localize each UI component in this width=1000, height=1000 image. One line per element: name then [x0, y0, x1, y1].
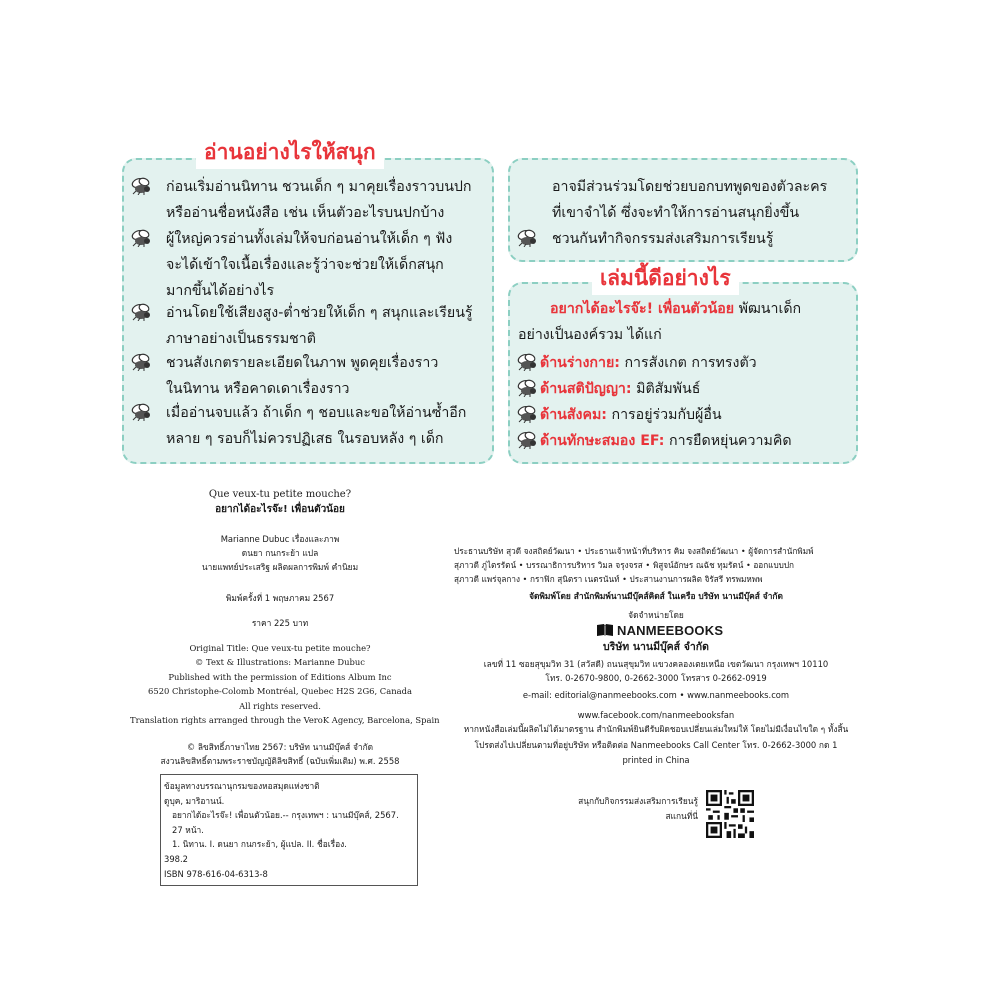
tip-line: ชวนกันทำกิจกรรมส่งเสริมการเรียนรู้	[552, 231, 774, 247]
benefit-item	[540, 350, 757, 376]
fly-icon	[516, 353, 538, 371]
tip-1	[166, 174, 472, 226]
title-french: Que veux-tu petite mouche?	[208, 489, 352, 500]
qr-caption-line: สแกนที่นี่	[665, 811, 698, 821]
tip-5-continued	[552, 174, 827, 226]
catalog-line: 398.2	[164, 853, 188, 864]
title-thai: อยากได้อะไรจ๊ะ! เพื่อนตัวน้อย	[215, 504, 345, 515]
printed-by: จัดพิมพ์โดย สำนักพิมพ์นานมีบุ๊คส์คิดส์ ในเครือ บริษัท นานมีบุ๊คส์ จำกัด	[529, 591, 783, 601]
tip-line: ชวนสังเกตรายละเอียดในภาพ พูดคุยเรื่องราว	[166, 355, 439, 371]
tip-line: ก่อนเริ่มอ่านนิทาน ชวนเด็ก ๆ มาคุยเรื่องราวบนปก	[166, 179, 472, 195]
book-icon	[596, 623, 614, 637]
tip-2	[166, 226, 452, 304]
original-credits	[130, 641, 440, 727]
benefit-label: ด้านสังคม:	[540, 407, 607, 423]
copyright-line: สงวนลิขสิทธิ์ตามพระราชบัญญัติลิขสิทธิ์ (ฉบับเพิ่มเติม) พ.ศ. 2558	[160, 755, 400, 766]
logo-text: NANMEEBOOKS	[617, 622, 724, 638]
price: ราคา 225 บาท	[251, 618, 309, 628]
fly-icon	[130, 229, 152, 247]
staff-line: ประธานบริษัท สุวดี จงสถิตย์วัฒนา • ประธานเจ้าหน้าที่บริหาร คิม จงสถิตย์วัฒนา • ผู้จัดการสำนักพิมพ์	[454, 546, 814, 556]
tip-3	[166, 300, 473, 352]
tip-5	[166, 400, 466, 452]
credit-translator: ดนยา กนกระย้า แปล	[241, 548, 319, 558]
benefit-item	[540, 428, 792, 454]
benefit-value: มิติสัมพันธ์	[631, 381, 701, 397]
tip-line: จะได้เข้าใจเนื้อเรื่องและรู้ว่าจะช่วยให้เด็กสนุก	[166, 257, 444, 273]
benefit-value: การอยู่ร่วมกับผู้อื่น	[606, 407, 722, 423]
benefits-intro-line	[518, 296, 801, 322]
qr-code-icon[interactable]	[706, 790, 754, 838]
staff-credits	[454, 545, 814, 586]
company-name: บริษัท นานมีบุ๊คส์ จำกัด	[603, 641, 709, 653]
thai-copyright	[130, 741, 430, 768]
tip-line: หลาย ๆ รอบก็ไม่ควรปฏิเสธ ในรอบหลัง ๆ เด็ก	[166, 431, 444, 447]
benefit-value: การยืดหยุ่นความคิด	[664, 433, 792, 449]
company-email: e-mail: editorial@nanmeebooks.com • www.nanmeebooks.com	[522, 690, 790, 700]
tip-line: ภาษาอย่างเป็นธรรมชาติ	[166, 331, 316, 347]
original-line: 6520 Christophe-Colomb Montréal, Quebec H2S 2G6, Canada	[148, 686, 412, 697]
benefits-intro-rest: พัฒนาเด็ก	[734, 301, 802, 317]
benefit-value: การสังเกต การทรงตัว	[619, 355, 757, 371]
tip-line: ที่เขาจำได้ ซึ่งจะทำให้การอ่านสนุกยิ่งขึ้น	[552, 205, 800, 221]
catalog-line: 1. นิทาน. I. ดนยา กนกระย้า, ผู้แปล. II. ชื่อเรื่อง.	[164, 839, 347, 850]
notice-line: โปรดส่งไปเปลี่ยนตามที่อยู่บริษัท หรือติดต่อ Nanmeebooks Call Center โทร. 0-2662-3000 กด 1	[474, 739, 838, 750]
copyright-line: © ลิขสิทธิ์ภาษาไทย 2567: บริษัท นานมีบุ๊คส์ จำกัด	[186, 742, 374, 752]
notice-line: printed in China	[622, 755, 690, 766]
tip-line: อาจมีส่วนร่วมโดยช่วยบอกบทพูดของตัวละคร	[552, 179, 828, 195]
how-to-read-title: อ่านอย่างไรให้สนุก	[196, 136, 384, 169]
qr-caption-line: สนุกกับกิจกรรมส่งเสริมการเรียนรู้	[578, 796, 698, 806]
original-line: Published with the permission of Editions Album Inc	[168, 671, 392, 682]
edition: พิมพ์ครั้งที่ 1 พฤษภาคม 2567	[225, 593, 335, 603]
catalog-entry	[164, 779, 399, 881]
credit-author: Marianne Dubuc เรื่องและภาพ	[220, 534, 340, 544]
benefit-item	[540, 402, 722, 428]
catalog-line: ISBN 978-616-04-6313-8	[164, 868, 268, 879]
notice-line: หากหนังสือเล่มนี้ผลิตไม่ได้มาตรฐาน สำนักพิมพ์ยินดีรับผิดชอบเปลี่ยนเล่มใหม่ให้ โดยไม่มีเงื่อนไขใด ๆ ทั้งสิ้น	[463, 724, 849, 734]
original-line: © Text & Illustrations: Marianne Dubuc	[195, 657, 365, 668]
fly-icon	[130, 177, 152, 195]
fly-icon	[516, 405, 538, 423]
tip-line: ในนิทาน หรือคาดเดาเรื่องราว	[166, 381, 350, 397]
fly-icon	[516, 229, 538, 247]
tip-6	[552, 226, 773, 252]
qr-caption	[560, 794, 698, 824]
company-facebook: www.facebook.com/nanmeebooksfan	[577, 710, 735, 720]
benefit-label: ด้านสติปัญญา:	[540, 381, 632, 397]
nanmeebooks-logo	[596, 622, 723, 638]
fly-icon	[516, 431, 538, 449]
company-phone: โทร. 0-2670-9800, 0-2662-3000 โทรสาร 0-2662-0919	[545, 673, 767, 683]
catalog-line: ดูบุค, มาริอานน์.	[164, 795, 225, 806]
book-title-highlight: อยากได้อะไรจ๊ะ! เพื่อนตัวน้อย	[550, 301, 735, 317]
fly-icon	[130, 353, 152, 371]
fly-icon	[130, 303, 152, 321]
benefits-intro-line-2: อย่างเป็นองค์รวม ได้แก่	[518, 327, 662, 343]
distributed-by: จัดจำหน่ายโดย	[628, 610, 684, 620]
fly-icon	[516, 379, 538, 397]
original-line: Original Title: Que veux-tu petite mouche?	[189, 643, 371, 653]
original-line: All rights reserved.	[239, 700, 321, 711]
tip-line: เมื่ออ่านจบแล้ว ถ้าเด็ก ๆ ชอบและขอให้อ่านซ้ำอีก	[166, 405, 467, 421]
company-address: เลขที่ 11 ซอยสุขุมวิท 31 (สวัสดี) ถนนสุขุมวิท แขวงคลองเตยเหนือ เขตวัฒนา กรุงเทพฯ 10110	[483, 659, 829, 669]
tip-line: มากขึ้นได้อย่างไร	[166, 283, 275, 299]
benefit-label: ด้านทักษะสมอง EF:	[540, 433, 665, 449]
staff-line: สุภาวดี ภู่ไตรรัตน์ • บรรณาธิการบริหาร วิมล จรุงจรส • พิสูจน์อักษร ณฉัช ทุมรัตน์ • ออกแบบปก	[454, 559, 794, 570]
benefit-item	[540, 376, 700, 402]
quality-notice	[454, 722, 858, 769]
catalog-line: 27 หน้า.	[164, 824, 204, 835]
original-line: Translation rights arranged through the VeroK Agency, Barcelona, Spain	[130, 715, 440, 726]
book-benefits-title: เล่มนี้ดีอย่างไร	[592, 262, 739, 295]
benefit-label: ด้านร่างกาย:	[540, 355, 620, 371]
catalog-line: อยากได้อะไรจ๊ะ! เพื่อนตัวน้อย.-- กรุงเทพฯ : นานมีบุ๊คส์, 2567.	[164, 810, 399, 821]
catalog-line: ข้อมูลทางบรรณานุกรมของหอสมุดแห่งชาติ	[164, 781, 320, 791]
credit-printer: นายแพทย์ประเสริฐ ผลิตผลการพิมพ์ คำนิยม	[201, 562, 359, 572]
fly-icon	[130, 403, 152, 421]
tip-line: หรืออ่านชื่อหนังสือ เช่น เห็นตัวอะไรบนปกบ้าง	[166, 205, 445, 221]
tip-4	[166, 350, 438, 402]
tip-line: อ่านโดยใช้เสียงสูง-ต่ำช่วยให้เด็ก ๆ สนุกและเรียนรู้	[166, 305, 473, 321]
tip-line: ผู้ใหญ่ควรอ่านทั้งเล่มให้จบก่อนอ่านให้เด็ก ๆ ฟัง	[166, 231, 453, 247]
benefits-intro	[518, 296, 801, 348]
staff-line: สุภาวดี แพร่จุลกาง • กราฟิก สุนิตรา เนตรนันท์ • ประสานงานการผลิต จิรัสรี ทรพมหพพ	[454, 573, 763, 584]
